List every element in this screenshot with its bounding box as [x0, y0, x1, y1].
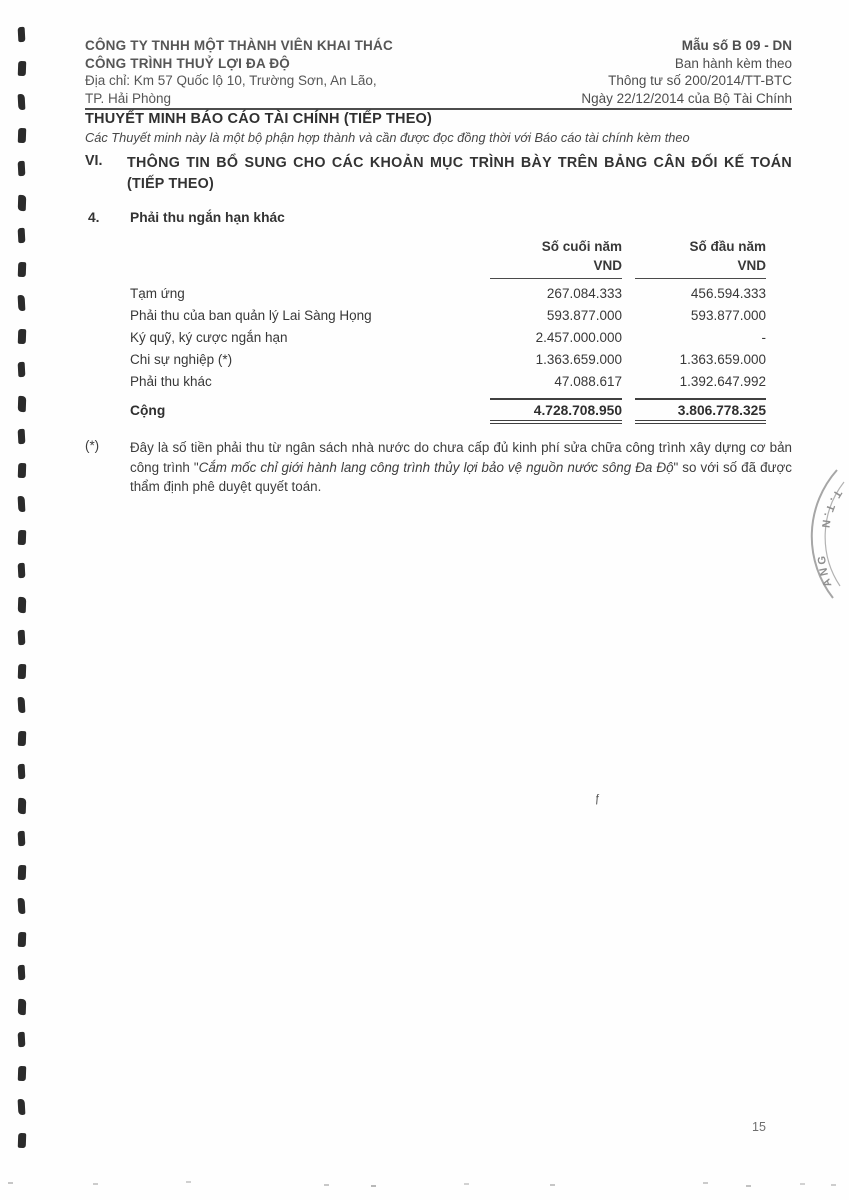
binding-mark [18, 60, 27, 75]
footnote-marker: (*) [85, 438, 100, 453]
binding-mark [18, 563, 26, 578]
col-beginning-of-year-header: Số đầu năm VND [635, 238, 766, 279]
binding-mark [18, 965, 26, 980]
section-vi-line2: (TIẾP THEO) [127, 176, 214, 192]
binding-mark [18, 797, 27, 813]
binding-mark [18, 328, 27, 343]
table-row: Chi sự nghiệp (*) 1.363.659.000 1.363.659.000 [130, 352, 766, 367]
binding-mark [18, 998, 27, 1014]
header-divider [85, 108, 792, 110]
table-total-row: Cộng 4.728.708.950 3.806.778.325 [130, 398, 766, 424]
binding-mark [18, 898, 26, 914]
binding-mark [18, 529, 27, 544]
seal-text-upper: T.T.N [818, 487, 844, 533]
binding-mark [18, 194, 27, 210]
binding-mark [18, 1099, 26, 1115]
page-number: 15 [752, 1120, 766, 1134]
company-name-line2: CÔNG TRÌNH THUỶ LỢI ĐA ĐỘ [85, 55, 291, 71]
table-header-row [130, 238, 766, 279]
col-end-of-year-header: Số cuối năm VND [490, 238, 622, 279]
table-row: Tạm ứng 267.084.333 456.594.333 [130, 286, 766, 301]
table-body [130, 286, 766, 396]
binding-mark [18, 1065, 27, 1080]
binding-mark [18, 1132, 27, 1147]
company-address-line2: TP. Hải Phòng [85, 90, 172, 106]
binding-mark [18, 94, 26, 110]
binding-mark [18, 831, 26, 846]
company-block [85, 37, 525, 107]
binding-mark [18, 127, 27, 142]
binding-mark [18, 496, 26, 512]
section-vi-heading [85, 153, 792, 195]
binding-mark [18, 596, 27, 612]
binding-mark [18, 730, 27, 745]
binding-mark [18, 228, 26, 243]
svg-text:T.T.N [818, 488, 843, 533]
page-subtitle: Các Thuyết minh này là một bộ phận hợp thành và cần được đọc đồng thời với Báo cáo tài chính kèm theo [85, 130, 690, 145]
binding-mark [18, 697, 26, 713]
note4-title: Phải thu ngắn hạn khác [130, 210, 285, 225]
binding-mark [18, 395, 27, 411]
scan-speckles [8, 1182, 13, 1184]
seal-text-lower: ANG [815, 552, 835, 589]
binding-marks [16, 27, 28, 1157]
footnote [85, 438, 792, 497]
note4-heading [88, 210, 792, 225]
section-vi-text [127, 153, 792, 195]
receivables-table [130, 238, 766, 424]
binding-mark [18, 630, 26, 645]
note4-number: 4. [88, 210, 100, 225]
form-issued-with: Ban hành kèm theo [674, 55, 792, 71]
table-row: Ký quỹ, ký cược ngắn hạn 2.457.000.000 - [130, 330, 766, 345]
form-date: Ngày 22/12/2014 của Bộ Tài Chính [581, 90, 792, 106]
binding-mark [18, 261, 27, 276]
table-row: Phải thu khác 47.088.617 1.392.647.992 [130, 374, 766, 389]
binding-mark [18, 362, 26, 377]
svg-text:ANG [816, 552, 835, 588]
binding-mark [18, 27, 26, 42]
form-reference-block [532, 37, 792, 107]
binding-mark [18, 462, 27, 477]
binding-mark [18, 295, 26, 311]
company-address-line1: Địa chỉ: Km 57 Quốc lộ 10, Trường Sơn, An Lão, [85, 73, 377, 88]
table-row: Phải thu của ban quản lý Lai Sàng Họng 593.877.000 593.877.000 [130, 308, 766, 323]
scan-artifact-mark: ƒ [593, 792, 601, 806]
form-circular: Thông tư số 200/2014/TT-BTC [608, 73, 792, 88]
binding-mark [18, 429, 26, 444]
binding-mark [18, 931, 27, 946]
binding-mark [18, 1032, 26, 1047]
form-number: Mẫu số B 09 - DN [681, 38, 792, 53]
footnote-text: Đây là số tiền phải thu từ ngân sách nhà nước do chưa cấp đủ kinh phí sửa chữa công trình xây dựng cơ bản công trình "Cắm mốc chỉ giới hành lang công trình thủy lợi bảo vệ nguồn nước sông Đa Độ" so với số đã được thẩm định phê duyệt quyết toán. [130, 440, 792, 494]
company-name-line1: CÔNG TY TNHH MỘT THÀNH VIÊN KHAI THÁC [85, 38, 393, 53]
page-title: THUYẾT MINH BÁO CÁO TÀI CHÍNH (TIẾP THEO) [85, 111, 433, 127]
binding-mark [18, 864, 27, 879]
section-vi-numeral: VI. [85, 153, 103, 169]
binding-mark [18, 764, 26, 779]
binding-mark [18, 663, 27, 678]
binding-mark [18, 161, 26, 176]
section-vi-line1: THÔNG TIN BỔ SUNG CHO CÁC KHOẢN MỤC TRÌNH BÀY TRÊN BẢNG CÂN ĐỐI KẾ TOÁN [127, 155, 792, 171]
page-header [85, 37, 792, 107]
